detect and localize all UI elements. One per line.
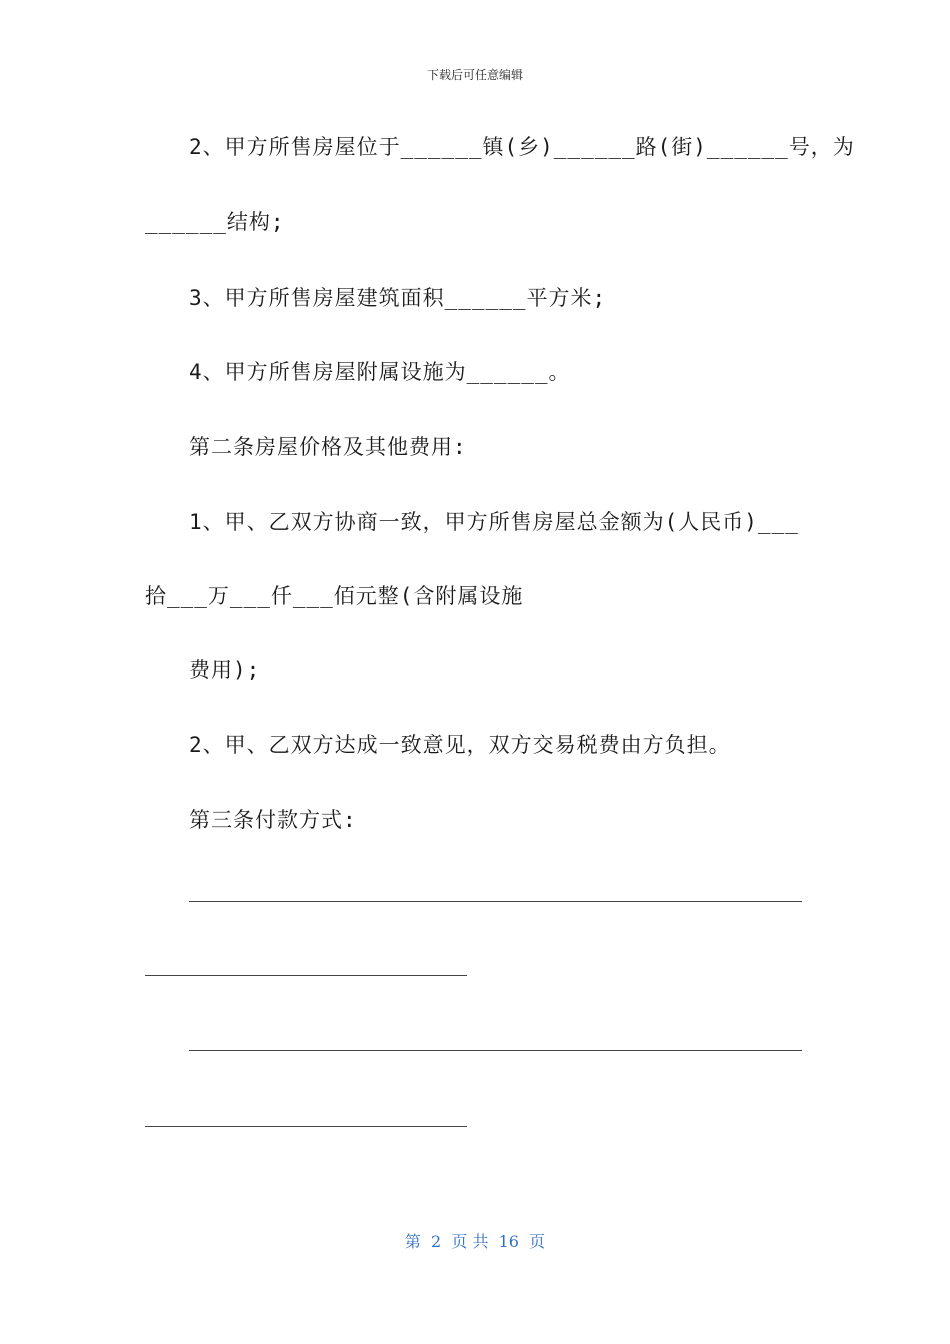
clause-total-price-end: 费用); [189, 658, 261, 682]
article-three-heading: 第三条付款方式: [189, 808, 357, 832]
blank-fill-line [145, 1126, 467, 1127]
clause-house-area: 3、甲方所售房屋建筑面积______平方米; [189, 286, 607, 310]
blank-fill-line [189, 901, 802, 902]
clause-total-price-amount: 拾___万___仟___佰元整(含附属设施 [145, 584, 524, 608]
clause-house-facilities: 4、甲方所售房屋附属设施为______。 [189, 360, 571, 384]
article-two-heading: 第二条房屋价格及其他费用: [189, 435, 467, 459]
clause-house-location: 2、甲方所售房屋位于______镇(乡)______路(街)______号，为 [189, 135, 855, 159]
blank-fill-line [145, 975, 467, 976]
page-number: 第 2 页 共 16 页 [404, 1232, 546, 1251]
clause-tax-burden: 2、甲、乙双方达成一致意见，双方交易税费由方负担。 [189, 733, 731, 757]
clause-house-structure: ______结构; [145, 210, 285, 234]
blank-fill-line [189, 1050, 802, 1051]
header-note: 下载后可任意编辑 [426, 68, 523, 82]
clause-total-price: 1、甲、乙双方协商一致，甲方所售房屋总金额为(人民币)___ [189, 510, 799, 534]
